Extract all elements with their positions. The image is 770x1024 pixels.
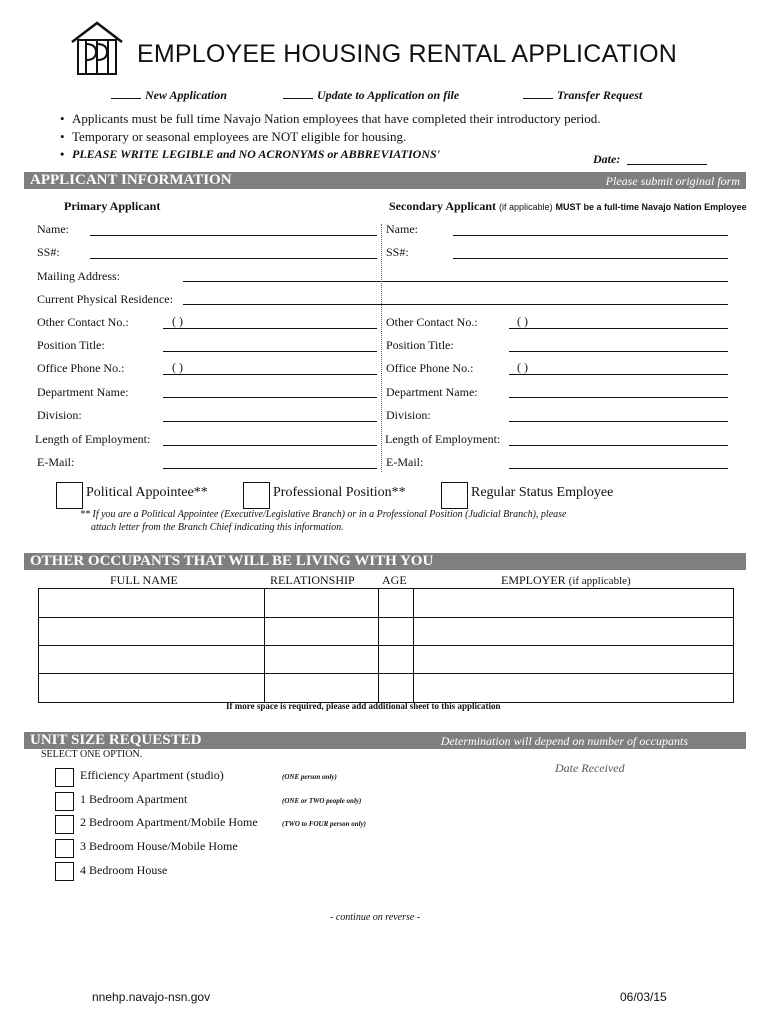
primary-contact-label: Other Contact No.:: [37, 315, 129, 329]
primary-contact-field[interactable]: [163, 328, 377, 329]
table-row-divider: [39, 673, 733, 674]
unit-efficiency-label: Efficiency Apartment (studio): [80, 768, 224, 782]
unit-1-bedroom-label: 1 Bedroom Apartment: [80, 792, 188, 806]
table-column-divider: [413, 589, 414, 702]
secondary-email-field[interactable]: [509, 468, 728, 469]
update-application-option[interactable]: Update to Application on file: [283, 87, 459, 103]
primary-email-label: E-Mail:: [37, 455, 75, 469]
secondary-office-parens: ( ): [517, 360, 528, 374]
mailing-address-field[interactable]: [183, 281, 728, 282]
secondary-ssn-label: SS#:: [386, 245, 409, 259]
primary-office-parens: ( ): [172, 360, 183, 374]
physical-residence-label: Current Physical Residence:: [37, 292, 173, 306]
secondary-employment-length-field[interactable]: [509, 445, 728, 446]
primary-department-label: Department Name:: [37, 385, 129, 399]
unit-2-bedroom-label: 2 Bedroom Apartment/Mobile Home: [80, 815, 258, 829]
nnehp-logo-icon: [68, 20, 126, 78]
regular-status-label: Regular Status Employee: [471, 485, 614, 500]
unit-3-bedroom-checkbox[interactable]: [55, 839, 74, 858]
website-url: nnehp.navajo-nsn.gov: [92, 990, 211, 1004]
table-row-divider: [39, 617, 733, 618]
secondary-position-field[interactable]: [509, 351, 728, 352]
age-column-header: AGE: [382, 573, 407, 587]
table-row-divider: [39, 645, 733, 646]
relationship-column-header: RELATIONSHIP: [270, 573, 355, 587]
unit-1-bedroom-note: (ONE or TWO people only): [282, 797, 362, 805]
secondary-department-label: Department Name:: [386, 385, 478, 399]
occupants-table: [38, 588, 734, 703]
unit-2-bedroom-note: (TWO to FOUR person only): [282, 820, 367, 828]
professional-position-label: Professional Position**: [273, 485, 406, 500]
primary-position-field[interactable]: [163, 351, 377, 352]
bullet-item: • Applicants must be full time Navajo Nation employees that have completed their introductory period.: [60, 111, 601, 126]
primary-office-phone-field[interactable]: [163, 374, 377, 375]
primary-employment-length-field[interactable]: [163, 445, 377, 446]
secondary-department-field[interactable]: [509, 397, 728, 398]
primary-email-field[interactable]: [163, 468, 377, 469]
secondary-email-label: E-Mail:: [386, 455, 424, 469]
mailing-address-label: Mailing Address:: [37, 269, 120, 283]
primary-position-label: Position Title:: [37, 338, 105, 352]
unit-4-bedroom-label: 4 Bedroom House: [80, 863, 168, 877]
regular-status-checkbox[interactable]: [441, 482, 468, 509]
secondary-contact-label: Other Contact No.:: [386, 315, 478, 329]
secondary-applicant-heading: Secondary Applicant (if applicable) MUST be a full-time Navajo Nation Employee: [389, 199, 747, 213]
primary-employment-length-label: Length of Employment:: [35, 432, 151, 446]
unit-efficiency-checkbox[interactable]: [55, 768, 74, 787]
secondary-office-phone-field[interactable]: [509, 374, 728, 375]
professional-position-checkbox[interactable]: [243, 482, 270, 509]
primary-division-field[interactable]: [163, 421, 377, 422]
new-application-option[interactable]: New Application: [111, 87, 227, 103]
full-name-column-header: FULL NAME: [110, 573, 178, 587]
table-column-divider: [378, 589, 379, 702]
unit-4-bedroom-checkbox[interactable]: [55, 862, 74, 881]
appointee-footnote: ** If you are a Political Appointee (Executive/Legislative Branch) or in a Professional Position (Judicial Branch), please: [80, 509, 567, 520]
date-field[interactable]: [627, 164, 707, 165]
employer-column-header: EMPLOYER (if applicable): [501, 573, 631, 587]
secondary-division-field[interactable]: [509, 421, 728, 422]
revision-date: 06/03/15: [620, 990, 667, 1004]
primary-name-label: Name:: [37, 222, 69, 236]
primary-ssn-label: SS#:: [37, 245, 60, 259]
secondary-name-label: Name:: [386, 222, 418, 236]
secondary-contact-field[interactable]: [509, 328, 728, 329]
primary-division-label: Division:: [37, 408, 82, 422]
primary-name-field[interactable]: [90, 235, 377, 236]
date-label: Date:: [593, 152, 621, 166]
additional-sheet-note: If more space is required, please add additional sheet to this application: [226, 701, 501, 711]
eligibility-notes: [60, 111, 601, 165]
primary-contact-parens: ( ): [172, 314, 183, 328]
secondary-contact-parens: ( ): [517, 314, 528, 328]
unit-size-section-header: UNIT SIZE REQUESTED Determination will depend on number of occupants: [24, 732, 746, 749]
continue-on-reverse: - continue on reverse -: [330, 912, 421, 923]
primary-office-phone-label: Office Phone No.:: [37, 361, 125, 375]
column-divider: [381, 224, 382, 472]
primary-applicant-heading: Primary Applicant: [64, 199, 161, 213]
physical-residence-field[interactable]: [183, 304, 728, 305]
secondary-employment-length-label: Length of Employment:: [385, 432, 501, 446]
appointee-footnote-continued: attach letter from the Branch Chief indicating this information.: [91, 522, 344, 533]
unit-3-bedroom-label: 3 Bedroom House/Mobile Home: [80, 839, 238, 853]
secondary-ssn-field[interactable]: [453, 258, 728, 259]
occupants-section-header: OTHER OCCUPANTS THAT WILL BE LIVING WITH YOU: [24, 553, 746, 570]
secondary-division-label: Division:: [386, 408, 431, 422]
political-appointee-label: Political Appointee**: [86, 485, 208, 500]
applicant-section-header: APPLICANT INFORMATION Please submit original form: [24, 172, 746, 189]
secondary-office-phone-label: Office Phone No.:: [386, 361, 474, 375]
unit-1-bedroom-checkbox[interactable]: [55, 792, 74, 811]
primary-ssn-field[interactable]: [90, 258, 377, 259]
bullet-item: • PLEASE WRITE LEGIBLE and NO ACRONYMS or ABBREVIATIONS': [60, 147, 440, 161]
secondary-name-field[interactable]: [453, 235, 728, 236]
date-received-label: Date Received: [555, 761, 625, 775]
secondary-position-label: Position Title:: [386, 338, 454, 352]
primary-department-field[interactable]: [163, 397, 377, 398]
bullet-item: • Temporary or seasonal employees are NOT eligible for housing.: [60, 129, 407, 144]
table-column-divider: [264, 589, 265, 702]
transfer-request-option[interactable]: Transfer Request: [523, 87, 642, 103]
select-one-instruction: SELECT ONE OPTION.: [41, 749, 143, 760]
political-appointee-checkbox[interactable]: [56, 482, 83, 509]
unit-2-bedroom-checkbox[interactable]: [55, 815, 74, 834]
page-title: EMPLOYEE HOUSING RENTAL APPLICATION: [137, 40, 677, 68]
unit-efficiency-note: (ONE person only): [282, 773, 337, 781]
